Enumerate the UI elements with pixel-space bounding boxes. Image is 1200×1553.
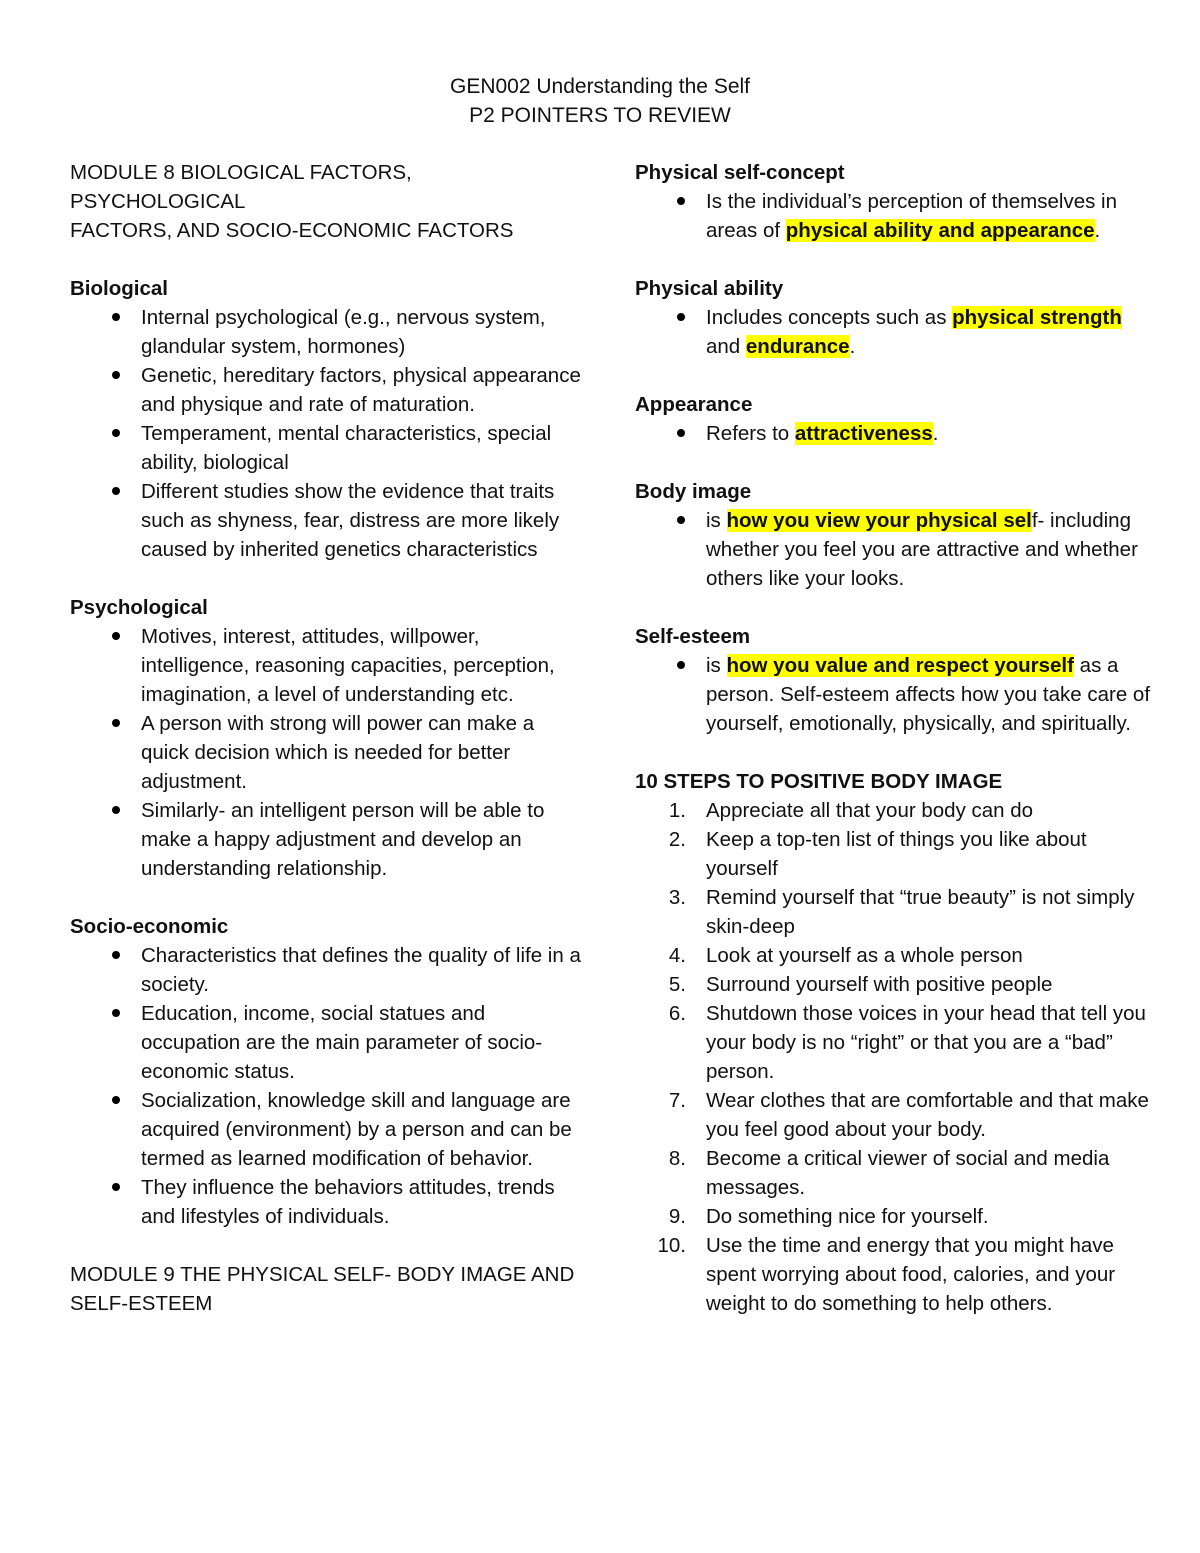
physical-self-concept-heading: Physical self-concept [635, 161, 845, 184]
bullet-icon [112, 951, 120, 959]
document-title: GEN002 Understanding the Self [449, 75, 751, 98]
biological-heading: Biological [70, 277, 168, 300]
bullet-icon [112, 1009, 120, 1017]
list-item: Education, income, social statues and occupation are the main parameter of socio-economic status. [70, 999, 585, 1086]
module8-title-line1: MODULE 8 BIOLOGICAL FACTORS, PSYCHOLOGICAL [70, 161, 412, 213]
list-item: 7. Wear clothes that are comfortable and that make you feel good about your body. [635, 1086, 1155, 1144]
list-item: 10. Use the time and energy that you might have spent worrying about food, calories, and your weight to do something to help others. [635, 1231, 1155, 1318]
self-esteem-heading: Self-esteem [635, 625, 751, 648]
list-item: is how you value and respect yourself as a person. Self-esteem affects how you take care of yourself, emotionally, physically, and spiritually. [635, 651, 1155, 738]
psychological-heading: Psychological [70, 596, 208, 619]
module9-title-line1: MODULE 9 THE PHYSICAL SELF- BODY IMAGE AND [70, 1263, 575, 1286]
psychological-list [70, 622, 585, 883]
list-item: 3. Remind yourself that “true beauty” is not simply skin-deep [635, 883, 1155, 941]
list-item: 4. Look at yourself as a whole person [635, 941, 1155, 970]
list-item: Is the individual’s perception of themselves in areas of physical ability and appearance. [635, 187, 1155, 245]
bullet-icon [112, 1096, 120, 1104]
socio-economic-list [70, 941, 585, 1231]
bullet-icon [112, 806, 120, 814]
step-number: 6. [668, 1002, 686, 1025]
right-column [635, 158, 1155, 1318]
steps-list [635, 796, 1155, 1318]
bullet-icon [112, 1183, 120, 1191]
appearance-list [635, 419, 1155, 448]
step-number: 2. [668, 828, 686, 851]
step-number: 4. [668, 944, 686, 967]
highlighted-text: physical ability and appearance [785, 219, 1095, 242]
appearance-heading: Appearance [635, 393, 753, 416]
list-item: Includes concepts such as physical strength and endurance. [635, 303, 1155, 361]
module8-title [70, 158, 585, 245]
self-esteem-list [635, 651, 1155, 738]
step-number: 3. [668, 886, 686, 909]
bullet-icon [677, 429, 685, 437]
list-item: Genetic, hereditary factors, physical appearance and physique and rate of maturation. [70, 361, 585, 419]
bullet-icon [112, 371, 120, 379]
physical-ability-list [635, 303, 1155, 361]
socio-economic-heading: Socio-economic [70, 915, 229, 938]
list-item: A person with strong will power can make a quick decision which is needed for better adjustment. [70, 709, 585, 796]
list-item: 9. Do something nice for yourself. [635, 1202, 1155, 1231]
bullet-icon [112, 487, 120, 495]
step-number: 9. [668, 1205, 686, 1228]
bullet-icon [112, 719, 120, 727]
bullet-icon [677, 661, 685, 669]
bullet-icon [677, 197, 685, 205]
highlighted-text: attractiveness [794, 422, 933, 445]
list-item: Internal psychological (e.g., nervous system, glandular system, hormones) [70, 303, 585, 361]
list-item: 6. Shutdown those voices in your head that tell you your body is no “right” or that you are a “bad” person. [635, 999, 1155, 1086]
highlighted-text: how you value and respect yourself [726, 654, 1074, 677]
document-subtitle: P2 POINTERS TO REVIEW [469, 104, 731, 127]
list-item: Socialization, knowledge skill and language are acquired (environment) by a person and can be termed as learned modification of behavior. [70, 1086, 585, 1173]
list-item: Similarly- an intelligent person will be able to make a happy adjustment and develop an understanding relationship. [70, 796, 585, 883]
step-number: 10. [657, 1234, 686, 1257]
highlighted-text: physical strength [952, 306, 1122, 329]
list-item: Temperament, mental characteristics, special ability, biological [70, 419, 585, 477]
physical-ability-heading: Physical ability [635, 277, 784, 300]
highlighted-text: endurance [745, 335, 850, 358]
list-item: Different studies show the evidence that traits such as shyness, fear, distress are more likely caused by inherited genetics characteristics [70, 477, 585, 564]
step-number: 1. [668, 799, 686, 822]
list-item: 8. Become a critical viewer of social and media messages. [635, 1144, 1155, 1202]
bullet-icon [112, 429, 120, 437]
list-item: They influence the behaviors attitudes, trends and lifestyles of individuals. [70, 1173, 585, 1231]
list-item: 1. Appreciate all that your body can do [635, 796, 1155, 825]
step-number: 7. [668, 1089, 686, 1112]
body-image-heading: Body image [635, 480, 752, 503]
list-item: Refers to attractiveness. [635, 419, 1155, 448]
physical-self-concept-list [635, 187, 1155, 245]
module9-title-line2: SELF-ESTEEM [70, 1292, 213, 1315]
bullet-icon [112, 632, 120, 640]
module9-title [70, 1260, 585, 1318]
bullet-icon [677, 516, 685, 524]
biological-list [70, 303, 585, 564]
list-item: is how you view your physical self- including whether you feel you are attractive and whether others like your looks. [635, 506, 1155, 593]
body-image-list [635, 506, 1155, 593]
document-header [0, 72, 1200, 130]
steps-heading: 10 STEPS TO POSITIVE BODY IMAGE [635, 770, 1003, 793]
step-number: 5. [668, 973, 686, 996]
bullet-icon [112, 313, 120, 321]
bullet-icon [677, 313, 685, 321]
list-item: Motives, interest, attitudes, willpower, intelligence, reasoning capacities, perception, imagination, a level of understanding etc. [70, 622, 585, 709]
step-number: 8. [668, 1147, 686, 1170]
list-item: 2. Keep a top-ten list of things you like about yourself [635, 825, 1155, 883]
module8-title-line2: FACTORS, AND SOCIO-ECONOMIC FACTORS [70, 219, 514, 242]
list-item: 5. Surround yourself with positive people [635, 970, 1155, 999]
highlighted-text: how you view your physical sel [726, 509, 1032, 532]
list-item: Characteristics that defines the quality of life in a society. [70, 941, 585, 999]
left-column [70, 158, 585, 1318]
